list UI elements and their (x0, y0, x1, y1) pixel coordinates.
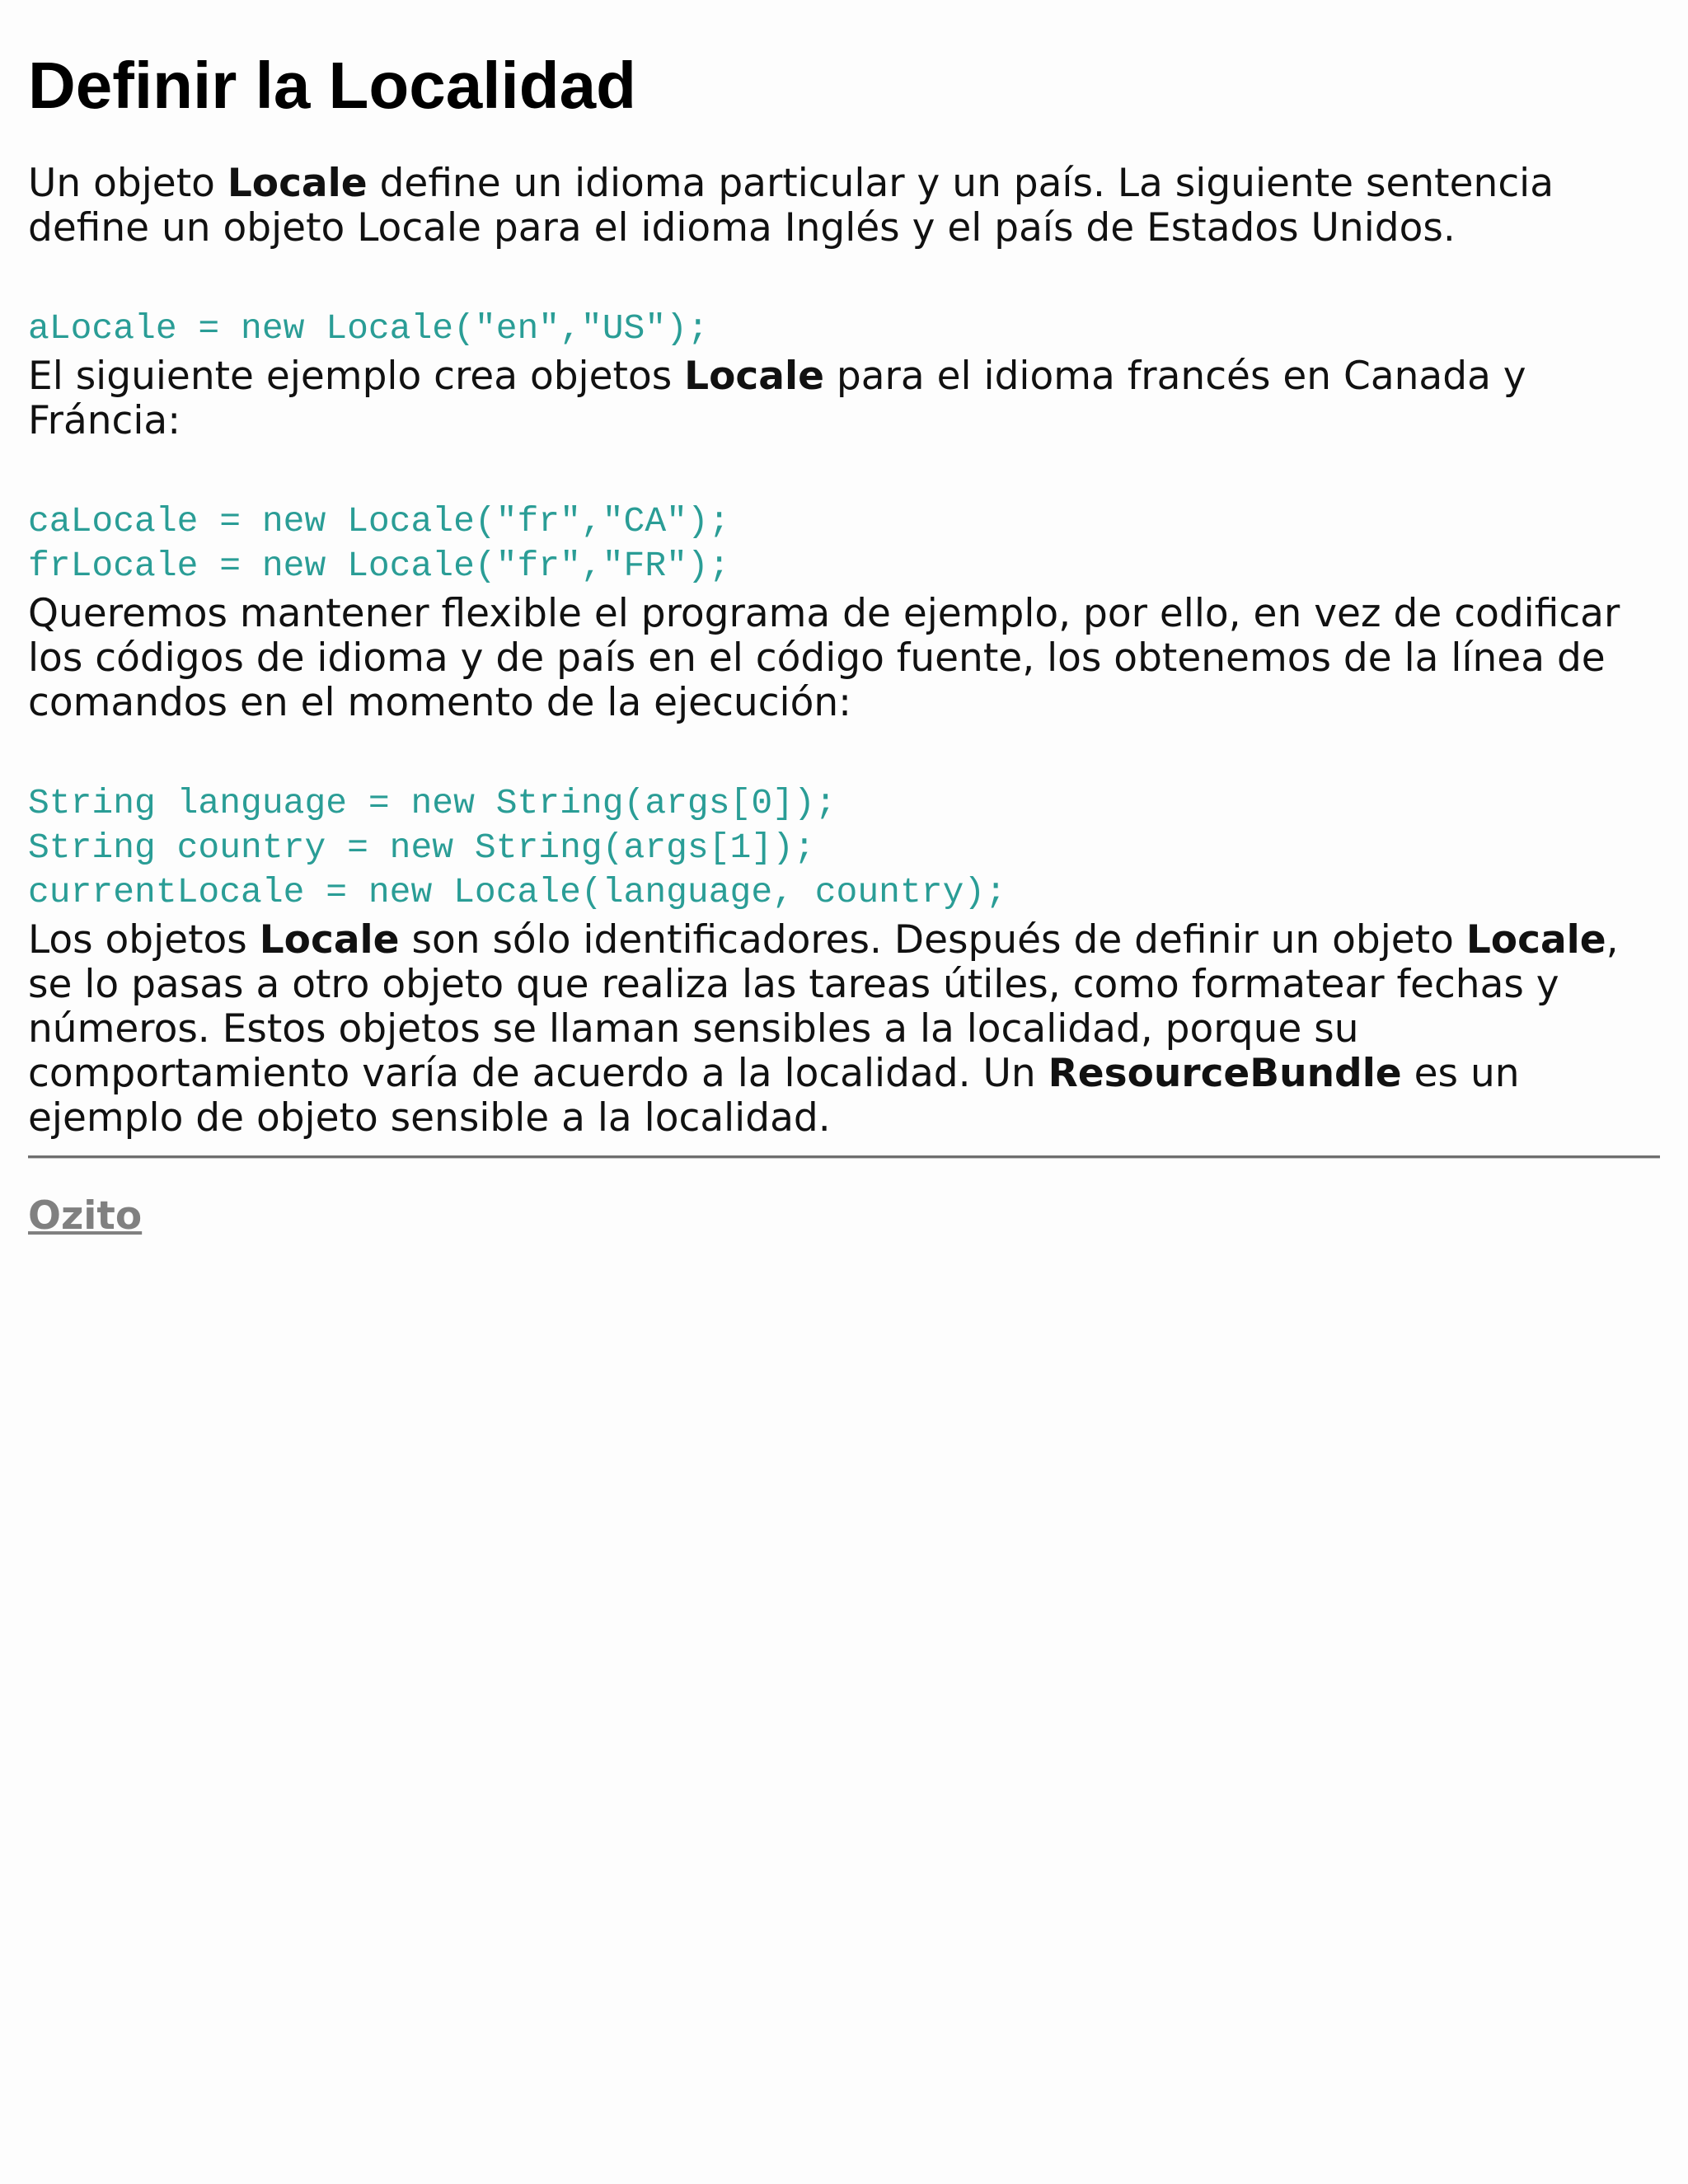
flexible-program-paragraph: Queremos mantener flexible el programa de ejemplo, por ello, en vez de codificar los códigos de idioma y de país en el código fuente, los obtenemos de la línea de comandos en el momento de la ejecución: (28, 591, 1620, 725)
intro-keyword-locale: Locale (227, 161, 368, 206)
code-block-en-us: aLocale = new Locale("en","US"); (28, 308, 709, 349)
page-title: Definir la Localidad (28, 49, 636, 122)
intro-text-1: Un objeto (28, 161, 227, 206)
french-text-1: El siguiente ejemplo crea objetos (28, 354, 685, 399)
intro-paragraph (28, 162, 1660, 251)
code-block-args: String language = new String(args[0]); String country = new String(args[1]); currentLocale = new Locale(language, country); (28, 783, 1006, 912)
identifiers-text-2: son sólo identificadores. Después de definir un objeto (399, 917, 1466, 963)
identifiers-text-1: Los objetos (28, 917, 260, 963)
french-text-2: para el idioma francés en Canada y Fráncia: (28, 354, 1526, 443)
identifiers-keyword-locale-1: Locale (259, 917, 400, 963)
code-block-french: caLocale = new Locale("fr","CA"); frLocale = new Locale("fr","FR"); (28, 501, 730, 586)
footer-divider (28, 1155, 1660, 1159)
identifiers-text-3: , se lo pasas a otro objeto que realiza las tareas útiles, como formatear fechas y números. Estos objetos se llaman sensibles a la localidad, porque su comportamiento varía de acuerdo a la localidad. Un (28, 917, 1619, 1096)
ozito-link[interactable]: Ozito (28, 1193, 143, 1239)
french-locale-paragraph (28, 354, 1660, 443)
identifiers-keyword-locale-2: Locale (1465, 917, 1606, 963)
identifiers-text-4: es un ejemplo de objeto sensible a la localidad. (28, 1051, 1520, 1141)
locale-identifiers-paragraph (28, 918, 1660, 1141)
french-keyword-locale: Locale (684, 354, 824, 399)
identifiers-keyword-resourcebundle: ResourceBundle (1048, 1051, 1402, 1096)
intro-text-2: define un idioma particular y un país. La siguiente sentencia define un objeto Locale para el idioma Inglés y el país de Estados Unidos. (28, 161, 1554, 251)
